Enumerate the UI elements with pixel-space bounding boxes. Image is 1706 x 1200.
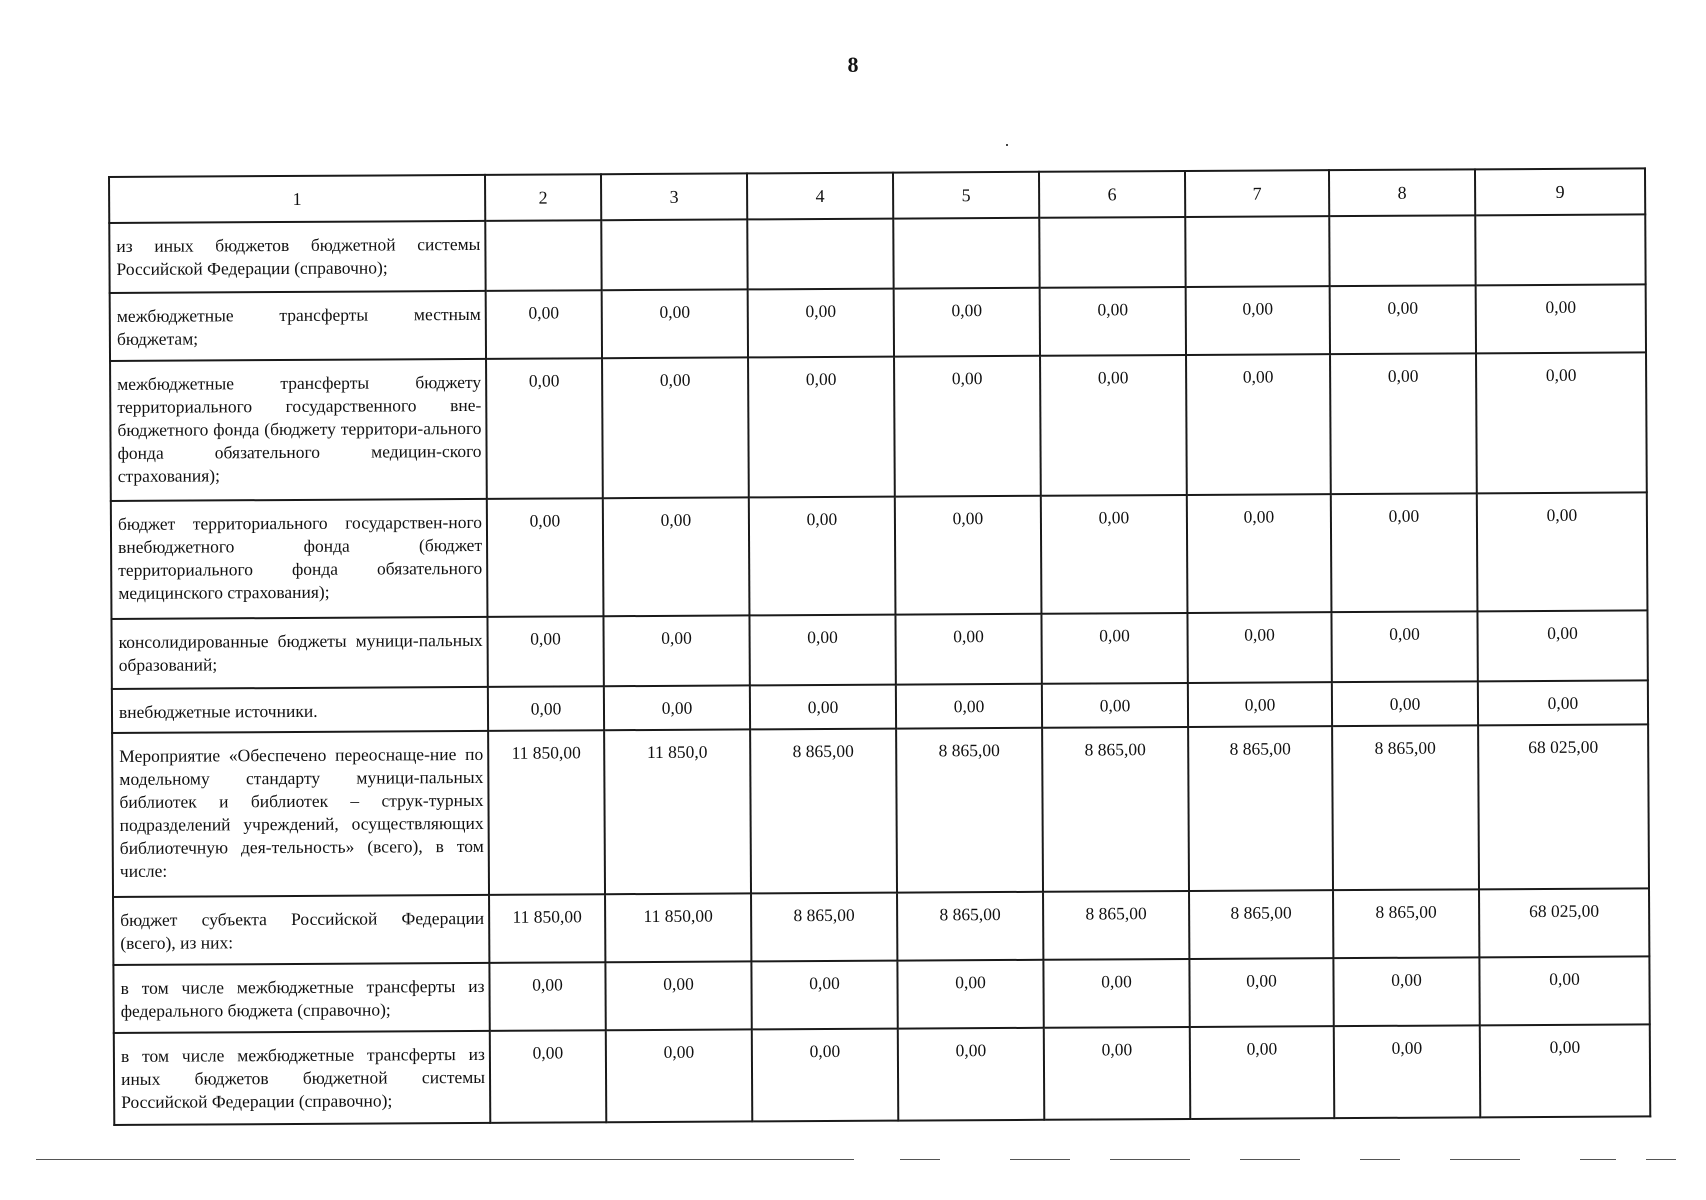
table-cell [747, 219, 893, 290]
row-label: консолидированные бюджеты муници-пальных образований; [111, 617, 487, 689]
table-cell: 0,00 [602, 289, 748, 358]
row-label: межбюджетные трансферты местным бюджетам; [110, 291, 486, 361]
table-cell: 0,00 [490, 1030, 607, 1123]
table-cell: 0,00 [1187, 494, 1332, 613]
table-cell: 8 865,00 [1188, 726, 1333, 891]
table-row [112, 724, 1649, 897]
scan-edge-line [1360, 1159, 1400, 1160]
table-cell: 11 850,00 [488, 730, 605, 895]
table-cell: 0,00 [1190, 1026, 1335, 1119]
table-cell [485, 220, 601, 291]
table-cell: 0,00 [1188, 682, 1332, 727]
table-cell: 0,00 [750, 685, 896, 730]
table-cell: 0,00 [1041, 495, 1188, 614]
table-cell: 0,00 [603, 497, 750, 616]
column-header: 4 [747, 173, 893, 220]
table-cell: 0,00 [1477, 492, 1648, 611]
table-cell: 0,00 [897, 960, 1043, 1029]
table-cell: 0,00 [1476, 352, 1647, 493]
table-cell: 8 865,00 [1189, 890, 1333, 959]
table-cell: 0,00 [1478, 680, 1648, 725]
table-cell: 8 865,00 [1043, 891, 1189, 960]
row-label: в том числе межбюджетные трансферты из иных бюджетов бюджетной системы Российской Федерации (справочно); [114, 1031, 491, 1125]
table-cell: 0,00 [895, 496, 1042, 615]
table-cell: 0,00 [1044, 1027, 1191, 1120]
table-cell: 0,00 [1041, 613, 1187, 684]
table-cell: 0,00 [602, 357, 749, 498]
table-cell: 0,00 [1331, 611, 1477, 682]
table-cell: 0,00 [486, 290, 602, 359]
table-cell: 8 865,00 [1333, 889, 1479, 958]
column-header: 5 [893, 172, 1039, 219]
column-header: 9 [1475, 168, 1645, 215]
table-row [109, 214, 1645, 293]
table-cell: 0,00 [1332, 681, 1478, 726]
table-cell: 0,00 [898, 1028, 1045, 1121]
row-label: в том числе межбюджетные трансферты из федерального бюджета (справочно); [113, 963, 489, 1033]
table-cell: 8 865,00 [897, 892, 1043, 961]
table-cell [1039, 217, 1185, 288]
table-cell: 8 865,00 [896, 728, 1043, 893]
table-cell: 0,00 [1186, 354, 1331, 495]
table-cell: 0,00 [604, 685, 750, 730]
table-cell: 8 865,00 [1042, 727, 1189, 892]
table-cell: 0,00 [894, 356, 1041, 497]
table-cell [893, 218, 1039, 289]
table-cell: 0,00 [894, 288, 1040, 357]
table-cell [1329, 215, 1475, 286]
table-cell: 0,00 [1330, 353, 1477, 494]
table-cell: 0,00 [1187, 612, 1331, 683]
table-row [113, 888, 1649, 965]
table-cell: 0,00 [748, 289, 894, 358]
table-cell: 0,00 [1334, 1025, 1481, 1118]
column-header: 7 [1185, 170, 1329, 217]
table-cell: 11 850,00 [605, 893, 751, 962]
column-header: 2 [485, 174, 601, 221]
table-cell: 0,00 [1040, 355, 1187, 496]
scan-edge-line [1646, 1159, 1676, 1160]
table-cell: 0,00 [1040, 287, 1186, 356]
scan-speck [1006, 144, 1008, 146]
scan-edge-line [36, 1159, 854, 1160]
scan-edge-line [1110, 1159, 1190, 1160]
table-cell: 0,00 [489, 962, 605, 1031]
scan-edge-line [1010, 1159, 1070, 1160]
table-cell: 0,00 [749, 615, 895, 686]
table-cell: 0,00 [1333, 957, 1479, 1026]
table-cell: 0,00 [752, 1029, 899, 1122]
budget-table [108, 167, 1651, 1126]
table-cell: 0,00 [895, 614, 1041, 685]
table-cell: 0,00 [606, 1029, 753, 1122]
table-cell: 0,00 [1331, 493, 1478, 612]
table-cell: 68 025,00 [1478, 724, 1649, 889]
table-cell: 68 025,00 [1479, 888, 1649, 957]
table-cell: 0,00 [1189, 958, 1333, 1027]
row-label: внебюджетные источники. [112, 687, 488, 733]
table-cell [1475, 214, 1645, 285]
table-cell: 0,00 [749, 497, 896, 616]
scan-edge-line [900, 1159, 940, 1160]
table-cell: 0,00 [1043, 959, 1189, 1028]
table-cell: 0,00 [896, 684, 1042, 729]
table-cell: 8 865,00 [751, 893, 897, 962]
table-cell: 0,00 [1480, 1024, 1651, 1117]
table-cell: 0,00 [1330, 285, 1476, 354]
scan-edge-line [1580, 1159, 1616, 1160]
table-cell: 0,00 [487, 616, 603, 687]
table-cell: 0,00 [488, 686, 604, 731]
table-row [111, 610, 1647, 689]
table-cell: 0,00 [1476, 284, 1646, 353]
table-cell: 11 850,0 [604, 729, 751, 894]
table-row [111, 492, 1648, 619]
table-cell: 0,00 [1042, 683, 1188, 728]
table-cell: 8 865,00 [1332, 725, 1479, 890]
table-cell: 0,00 [748, 357, 895, 498]
table-cell: 0,00 [1477, 610, 1647, 681]
table-cell: 8 865,00 [750, 729, 897, 894]
table-cell: 11 850,00 [489, 894, 605, 963]
table-cell: 0,00 [1186, 286, 1330, 355]
row-label: из иных бюджетов бюджетной системы Российской Федерации (справочно); [109, 221, 485, 293]
row-label: бюджет территориального государствен-ного внебюджетного фонда (бюджет территориального фонда обязательного медицинского страхования); [111, 499, 488, 619]
column-header: 1 [109, 175, 485, 223]
table-cell: 0,00 [486, 358, 603, 499]
table-cell: 0,00 [1479, 956, 1649, 1025]
table-row [110, 352, 1647, 501]
scan-edge-line [1240, 1159, 1300, 1160]
table-row [113, 956, 1649, 1033]
table-cell: 0,00 [751, 961, 897, 1030]
table-cell [1185, 216, 1329, 287]
scan-edge-line [1450, 1159, 1520, 1160]
page-number: 8 [847, 52, 859, 77]
row-label: бюджет субъекта Российской Федерации (всего), из них: [113, 895, 489, 965]
row-label: Мероприятие «Обеспечено переоснаще-ние по модельному стандарту муници-пальных библиотек и библиотек – струк-турных подразделений учреждений, осуществляющих библиотечную дея-тельность» (всего), в том числе: [112, 731, 489, 897]
table-cell [601, 219, 747, 290]
table-row [114, 1024, 1650, 1125]
column-header: 3 [601, 173, 747, 220]
table-cell: 0,00 [487, 498, 604, 617]
column-header: 8 [1329, 169, 1475, 216]
column-header: 6 [1039, 171, 1185, 218]
row-label: межбюджетные трансферты бюджету территориального государственного вне-бюджетного фонда (бюджету территори-ального фонда обязательного медицин-ского страхования); [110, 359, 487, 501]
table-cell: 0,00 [603, 615, 749, 686]
table-row [110, 284, 1646, 361]
table-cell: 0,00 [605, 961, 751, 1030]
